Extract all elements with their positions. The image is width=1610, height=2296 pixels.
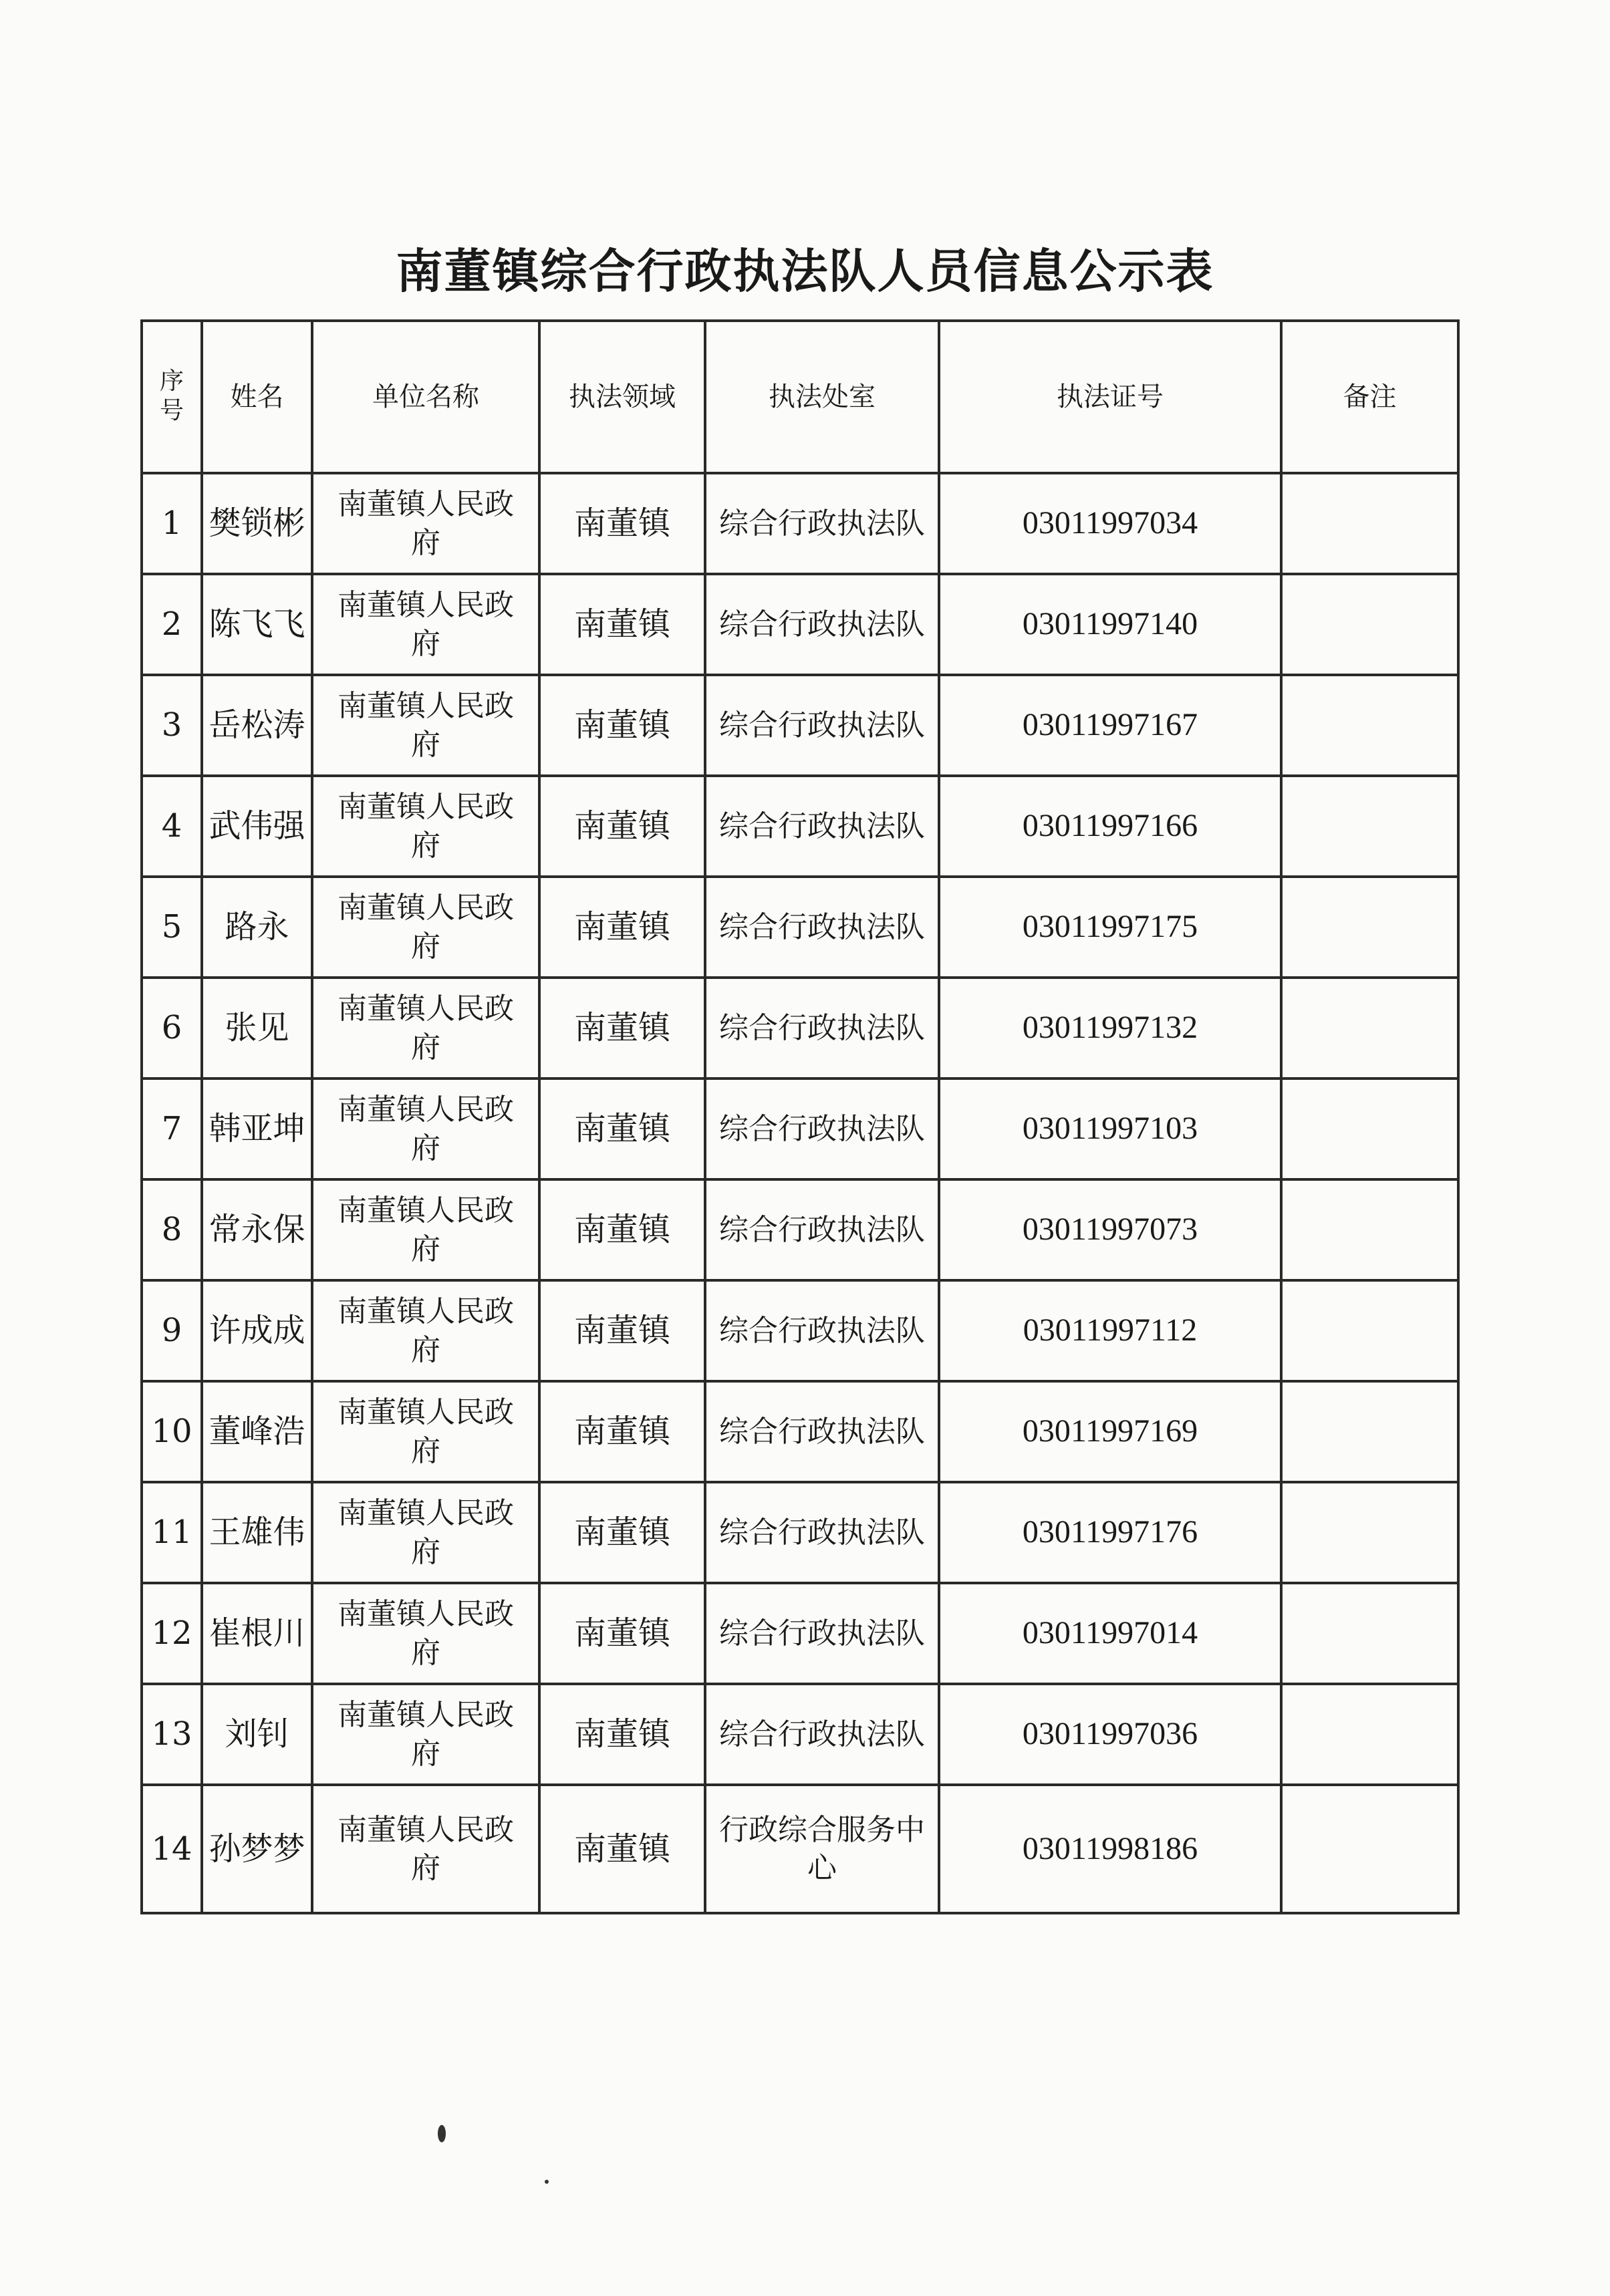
cell-name: 王雄伟 (202, 1482, 312, 1583)
cell-unit: 南董镇人民政府 (312, 877, 539, 978)
cell-note (1281, 675, 1458, 776)
cell-unit: 南董镇人民政府 (312, 1583, 539, 1684)
cell-cert: 03011997140 (939, 574, 1281, 675)
cell-seq: 3 (142, 675, 202, 776)
cell-dept: 综合行政执法队 (705, 1179, 939, 1280)
cell-dept: 行政综合服务中心 (705, 1785, 939, 1913)
cell-cert: 03011997014 (939, 1583, 1281, 1684)
cell-note (1281, 1381, 1458, 1482)
cell-note (1281, 1583, 1458, 1684)
cell-cert: 03011997176 (939, 1482, 1281, 1583)
cell-seq: 6 (142, 978, 202, 1079)
cell-cert: 03011997036 (939, 1684, 1281, 1785)
cell-name: 常永保 (202, 1179, 312, 1280)
cell-name: 路永 (202, 877, 312, 978)
cell-seq: 7 (142, 1079, 202, 1179)
cell-seq: 9 (142, 1280, 202, 1381)
table-row (142, 1381, 1458, 1482)
cell-seq: 2 (142, 574, 202, 675)
cell-field: 南董镇 (539, 1684, 705, 1785)
cell-note (1281, 1482, 1458, 1583)
cell-field: 南董镇 (539, 978, 705, 1079)
cell-dept: 综合行政执法队 (705, 1684, 939, 1785)
cell-seq: 11 (142, 1482, 202, 1583)
cell-field: 南董镇 (539, 776, 705, 877)
cell-name: 孙梦梦 (202, 1785, 312, 1913)
cell-unit: 南董镇人民政府 (312, 574, 539, 675)
table-row (142, 877, 1458, 978)
cell-field: 南董镇 (539, 1583, 705, 1684)
cell-unit: 南董镇人民政府 (312, 473, 539, 574)
cell-unit: 南董镇人民政府 (312, 675, 539, 776)
cell-seq: 5 (142, 877, 202, 978)
table-row (142, 574, 1458, 675)
cell-field: 南董镇 (539, 574, 705, 675)
cell-field: 南董镇 (539, 675, 705, 776)
header-row (142, 321, 1458, 473)
header-unit: 单位名称 (312, 321, 539, 473)
cell-cert: 03011997112 (939, 1280, 1281, 1381)
cell-dept: 综合行政执法队 (705, 574, 939, 675)
header-cert: 执法证号 (939, 321, 1281, 473)
cell-name: 武伟强 (202, 776, 312, 877)
cell-name: 陈飞飞 (202, 574, 312, 675)
cell-unit: 南董镇人民政府 (312, 1684, 539, 1785)
cell-dept: 综合行政执法队 (705, 1280, 939, 1381)
cell-field: 南董镇 (539, 1381, 705, 1482)
cell-note (1281, 776, 1458, 877)
cell-seq: 14 (142, 1785, 202, 1913)
cell-field: 南董镇 (539, 877, 705, 978)
cell-note (1281, 1785, 1458, 1913)
cell-field: 南董镇 (539, 1785, 705, 1913)
cell-note (1281, 1280, 1458, 1381)
cell-field: 南董镇 (539, 473, 705, 574)
cell-name: 许成成 (202, 1280, 312, 1381)
cell-seq: 12 (142, 1583, 202, 1684)
cell-unit: 南董镇人民政府 (312, 1381, 539, 1482)
cell-note (1281, 978, 1458, 1079)
cell-note (1281, 1079, 1458, 1179)
table-row (142, 1079, 1458, 1179)
cell-cert: 03011997103 (939, 1079, 1281, 1179)
table-row (142, 1280, 1458, 1381)
cell-cert: 03011997166 (939, 776, 1281, 877)
header-field: 执法领域 (539, 321, 705, 473)
cell-dept: 综合行政执法队 (705, 776, 939, 877)
cell-unit: 南董镇人民政府 (312, 978, 539, 1079)
cell-seq: 4 (142, 776, 202, 877)
cell-seq: 13 (142, 1684, 202, 1785)
cell-name: 樊锁彬 (202, 473, 312, 574)
cell-unit: 南董镇人民政府 (312, 1785, 539, 1913)
table-row (142, 1583, 1458, 1684)
cell-note (1281, 473, 1458, 574)
cell-dept: 综合行政执法队 (705, 675, 939, 776)
cell-name: 岳松涛 (202, 675, 312, 776)
table-row (142, 473, 1458, 574)
scan-speck (438, 2125, 446, 2142)
cell-unit: 南董镇人民政府 (312, 776, 539, 877)
cell-unit: 南董镇人民政府 (312, 1280, 539, 1381)
cell-field: 南董镇 (539, 1482, 705, 1583)
table-row (142, 675, 1458, 776)
cell-note (1281, 574, 1458, 675)
cell-cert: 03011997132 (939, 978, 1281, 1079)
cell-field: 南董镇 (539, 1280, 705, 1381)
cell-dept: 综合行政执法队 (705, 1381, 939, 1482)
cell-unit: 南董镇人民政府 (312, 1179, 539, 1280)
roster-body (142, 473, 1458, 1913)
cell-field: 南董镇 (539, 1179, 705, 1280)
cell-cert: 03011997034 (939, 473, 1281, 574)
table-row (142, 1179, 1458, 1280)
cell-name: 崔根川 (202, 1583, 312, 1684)
cell-cert: 03011998186 (939, 1785, 1281, 1913)
cell-dept: 综合行政执法队 (705, 473, 939, 574)
cell-unit: 南董镇人民政府 (312, 1079, 539, 1179)
cell-cert: 03011997175 (939, 877, 1281, 978)
cell-name: 刘钊 (202, 1684, 312, 1785)
table-row (142, 978, 1458, 1079)
cell-cert: 03011997167 (939, 675, 1281, 776)
header-name: 姓名 (202, 321, 312, 473)
table-row (142, 776, 1458, 877)
cell-dept: 综合行政执法队 (705, 1583, 939, 1684)
cell-cert: 03011997073 (939, 1179, 1281, 1280)
cell-cert: 03011997169 (939, 1381, 1281, 1482)
cell-note (1281, 1179, 1458, 1280)
header-dept: 执法处室 (705, 321, 939, 473)
cell-dept: 综合行政执法队 (705, 1482, 939, 1583)
header-note: 备注 (1281, 321, 1458, 473)
cell-field: 南董镇 (539, 1079, 705, 1179)
cell-dept: 综合行政执法队 (705, 877, 939, 978)
cell-dept: 综合行政执法队 (705, 1079, 939, 1179)
cell-seq: 1 (142, 473, 202, 574)
cell-dept: 综合行政执法队 (705, 978, 939, 1079)
table-row (142, 1684, 1458, 1785)
header-seq: 序号 (142, 321, 202, 473)
page-title: 南董镇综合行政执法队人员信息公示表 (396, 243, 1214, 299)
cell-seq: 10 (142, 1381, 202, 1482)
cell-name: 张见 (202, 978, 312, 1079)
cell-note (1281, 877, 1458, 978)
cell-seq: 8 (142, 1179, 202, 1280)
table-row (142, 1482, 1458, 1583)
scan-speck (545, 2180, 549, 2184)
roster-table (140, 319, 1460, 1914)
cell-note (1281, 1684, 1458, 1785)
cell-unit: 南董镇人民政府 (312, 1482, 539, 1583)
cell-name: 董峰浩 (202, 1381, 312, 1482)
table-row (142, 1785, 1458, 1913)
cell-name: 韩亚坤 (202, 1079, 312, 1179)
